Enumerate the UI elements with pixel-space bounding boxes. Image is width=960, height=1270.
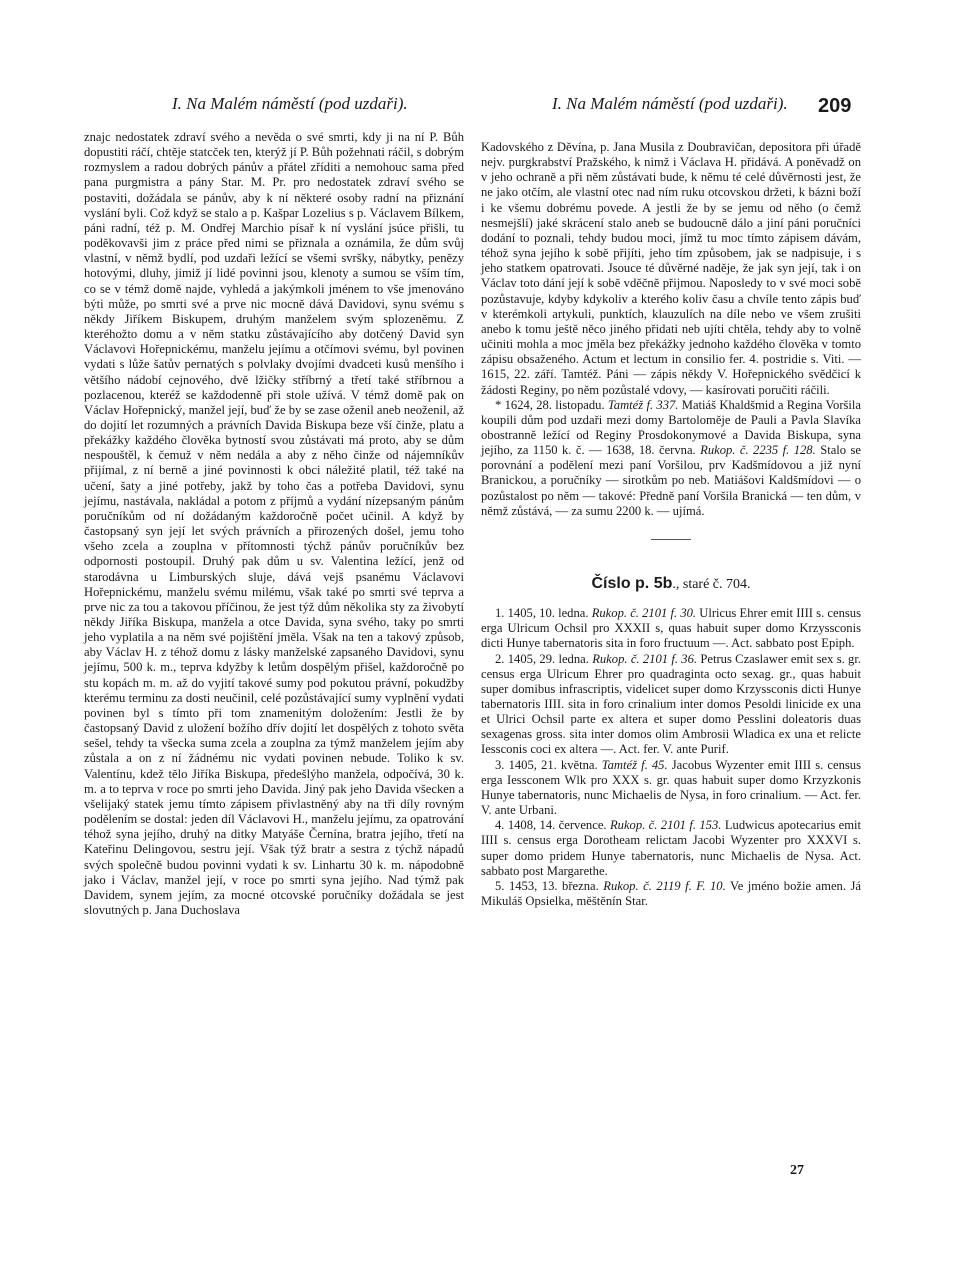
- entry-lead: 2. 1405, 29. ledna.: [495, 651, 589, 666]
- entry-reference: Rukop. č. 2119 f. F. 10.: [603, 878, 726, 893]
- sheet-mark: 27: [790, 1163, 804, 1178]
- right-paragraph-1: Kadovského z Děvína, p. Jana Musila z Doubravičan, depositora při úřadě nejv. purgkrabství Pražského, k nimž i Václava H. přidává. A poněvadž on v jeho ochraně a při něm zůstávati bude, k němu té celé důvěrnosti jest, že ne jako otčím, ale vlastní otec nad ním ruku otcovskou držeti, k bázni boží i ke všemu dobrému povede. A jestli že by se jemu od něho (o čemž nesmejšlí) jaké skrácení stalo aneb se budoucně dálo a jiní páni poručníci dodání to poznali, tehdy budou moci, jímž tu moc tímto zápisem dávám, téhož syna jejího k sobě přijíti, jeho tím způsobem, jak se nadpisuje, i s jeho statkem opatrovati. Jsouce té důvěrné naděje, že jak syn její, tak i on Václav toto dání její k sobě vděčně přijmou. Naposledy to v své moci sobě pozůstavuje, kdyby kdykoliv a kterého koliv času a chvíle tento zápis buď v kterémkoli artykuli, punktích, klauzulích na díle nebo ve všem zrušiti anebo k tomu ještě něco jiného přidati neb ujíti chtěla, tehdy aby to volně učiniti mohla a moc jměla bez překážky jednoho každého člověka v tomto zápisu obsaženého. Actum et lectum in consilio fer. 4. postridie s. Viti. — 1615, 22. září. Tamtéž. Páni — zápis někdy V. Hořepnického svědčicí k žádosti Reginy, po něm pozůstalé vdovy, — kasírovati poručiti ráčili.: [481, 140, 861, 397]
- entry-reference: Rukop. č. 2101 f. 30.: [591, 606, 697, 621]
- entry-text: Ludwicus apotecarius emit IIII s. census erga Dorotheam relictam Jacobi Wyzenter pro XXXVI s. super domo pridem Hunye tabernatoris, nunc Michaelis de Nysa. Act. sabbato post Margarethe.: [481, 818, 861, 878]
- running-head-right: I. Na Malém náměstí (pod uzdaři).: [552, 94, 788, 113]
- running-head-left: I. Na Malém náměstí (pod uzdaři).: [172, 94, 408, 113]
- entry-item: [481, 652, 861, 758]
- entry-item: [481, 758, 861, 819]
- entry-lead: 3. 1405, 21. května.: [495, 757, 598, 772]
- entry-reference: Tamtéž f. 45.: [601, 757, 668, 772]
- right-column: [481, 140, 861, 909]
- left-column: [84, 130, 464, 918]
- entry-reference: Rukop. č. 2101 f. 36.: [592, 651, 698, 666]
- entry-lead: 1. 1405, 10. ledna.: [495, 606, 589, 621]
- left-paragraph: znajc nedostatek zdraví svého a nevěda o své smrti, kdy ji na ní P. Bůh dopustiti ráčí, chtěje statcček ten, kterýž jí P. Bůh požehnati ráčil, s dobrým rozmyslem a radou dobrých pánův a přátel zříditi a nemohouc sama před pana purgmistra a pány Star. M. Pr. pro nedostatek zdraví svého se postaviti, dožádala se pánův, aby k ní některé osoby radní na přiznání vyslání byli. Což když se stalo a p. Kašpar Lozelius s p. Václavem Bílkem, páni radní, též p. M. Ondřej Marchio písař k ní vyslání jsúce přišli, tu poděkovavši jim z práce před nimi se přiznala a oznámila, že dům svůj vlastní, v němž bydlí, pod uzdaři ležící se všemi svršky, nábytky, penězy hotovými, dluhy, jimiž jí lidé povinni jsou, klenoty a sumou se vším tím, co se v témž domě najde, vyhledá a jakýmkoli jménem to vše jmenováno býti může, po smrti své a prve nic mocně dává Davidovi, synu svému s někdy Jiříkem Biskupem, druhým manželem svým splozeněmu. Z kteréhožto domu a v něm statku zůstávajícího aby dotčený David syn Václavovi Hořepnickému, manželu jejímu a otčímovi svému, byl povinen vydati s lůže šatův pernatých s polvlaky dvojími dvadceti kusů menšího i většího nádobí cejnového, dvě lžičky stříbrný a třetí také stříbrnou a pozlacenou, kteréž se každodenně při stole užívá. V témž domě pak on Václav Hořepnický, manžel její, buď že by se zase oženil aneb neoženil, až do dojití let rozumných a právních Davida Biskupa beze vší činže, platu a překážky každého člověka bytností svou zůstávati má proto, aby se dům nespouštěl, k čemuž v něm nedála a aby z něho činže od nájemníkův přijímal, z ní berně a jiné povinnosti k obci náležité platil, též také na učení, šaty a jiné potřeby, jakž by toho čas a potřeba Davidovi, synu jejímu, nastávala, nakládal a potom z příjmů a vydání nízepsaným pánům poručníkům od ní dožádaným každoročně počet učinil. A když by častopsaný syn její let svých právních a přirozených došel, jemu toho všeho zcela a zouplna v přítomnosti týchž pánův poručníkův bez odpornosti postoupil. Druhý pak dům u sv. Valentina ležící, jenž od starodávna u Limburských sluje, dává vejš psanému Václavovi Hořepnickému, manželu svému milému, však také po smrti své teprva a prve nic za tou a takovou příčinou, že jest týž dům několika sty za živobytí někdy Jiříka Biskupa, manžela a otce Davida, syna svého, taky po smrti jeho vyplatila a na něm své pojištění jměla. Však na ten a takový způsob, aby Václav H. z téhož domu z lásky manželské zapsaného Davidovi, synu jejímu, 500 k. m., teprva kdyžby k letům dospělým přišel, každoročně po stu kopách m. m. až do vyjití takové sumy pod pokutou právní, pokudžby kterému terminu za dosti neučinil, celé pozůstávající sumy vyplnění vydati povinen byl s tímto při tom znamenitým doložením: Jestli že by častopsaný David z uložení božího dřív dojití let dospělých z tohoto světa sešel, tehdy ta všecka suma zcela a zouplna za týmž manželem jejím aby zůstala a on z ní žádnému nic vydati povinen nebude. Toliko k sv. Valentínu, kdež tělo Jiříka Biskupa, předešlýho manžela, odpočívá, 30 k. m. a to teprva v roce po smrti jeho Davida. Jiný pak jeho Davida všecken a všelijaký statek jemu tímto zápisem přivlastněný aby na tři díly rovným podělením se dostal: jeden díl Václavovi H., manželu jejímu, za opatrování téhož syna jejího, druhý na ditky Matyáše Černína, bratra jejího, třetí na Kateřinu Delingovou, sestru její. Však týž bratr a sestra z týchž nápadů svých společně budou povinni vydati k sv. Linhartu 30 k. m. nápodobně jako i Václav, manžel její, v roce po smrti syna jejího. Nad týmž pak Davidem, synem jejím, za mocné otcovské poručníky dožádala se jest slovutných p. Jana Duchoslava: [84, 130, 464, 917]
- section-separator: [651, 539, 691, 540]
- section-heading: Číslo p. 5b., staré č. 704.: [591, 574, 751, 592]
- entry-text: Ulricus Ehrer emit IIII s. census erga Ulricum Ochsil pro XXXII s, quas habuit super domo Krzyssconis dicti Hunye tabernatoris sita in foro fructuum —. Act. sabbato post Epiph.: [481, 606, 861, 651]
- entry-item: [481, 606, 861, 651]
- entry-item: [481, 818, 861, 879]
- entry-lead: 4. 1408, 14. července.: [495, 818, 607, 833]
- page-number: 209: [818, 95, 852, 117]
- entry-reference: Rukop. č. 2101 f. 153.: [609, 818, 722, 833]
- entry-lead: 5. 1453, 13. března.: [495, 878, 599, 893]
- entry-text: Jacobus Wyzenter emit IIII s. census erga Iessconem Wlk pro XXX s. gr. quas habuit super domo Krzyzkonis Hunye tabernatoris, nunc Michaelis de Nysa, in foro crinalium. — Act. fer. V. ante Urbani.: [481, 757, 861, 818]
- entry-text: Petrus Czaslawer emit sex s. gr. census erga Ulricum Ehrer pro quadraginta octo sexag. gr., quas habuit super domibus infrascriptis, videlicet super domo Krzyssconis dicti Hunye tabernatoris IIII. sita in foro crinalium inter domos Pesoldi linicide ex una et Ulrici Ochsil parte ex altera et super domo Pesslini doleatoris duas sexagenas gross. sita inter domos olim Ambrosii Wladica ex una et relicte Iessconis coci ex altera —. Act. fer. V. ante Purif.: [481, 651, 862, 757]
- entries-list: [481, 606, 861, 909]
- right-paragraph-2: * 1624, 28. listopadu. Tamtéž f. 337. Matiáš Khaldšmid a Regina Voršila koupili dům pod uzdaři mezi domy Bartoloměje de Pauli a Pavla Slavíka obostranně ležící od Reginy Prosdokonymové a Davida Biskupa, syna jejího, za 1150 k. č. — 1638, 18. června. Rukop. č. 2235 f. 128. Stalo se porovnání a podělení mezi paní Voršilou, prv Kadšmídovou a již nyní Branickou, a poručníky — sirotkům po neb. Matiášovi Kaldšmídovi — o pozůstalost po něm — takové: Předně paní Voršila Branická — ten dům, v němž zůstává, — za sumu 2200 k. — ujímá.: [481, 397, 862, 518]
- entry-item: [481, 879, 861, 909]
- entry-text: Ve jméno božie amen. Já Mikuláš Opsielka, měštěnín Star.: [481, 878, 861, 909]
